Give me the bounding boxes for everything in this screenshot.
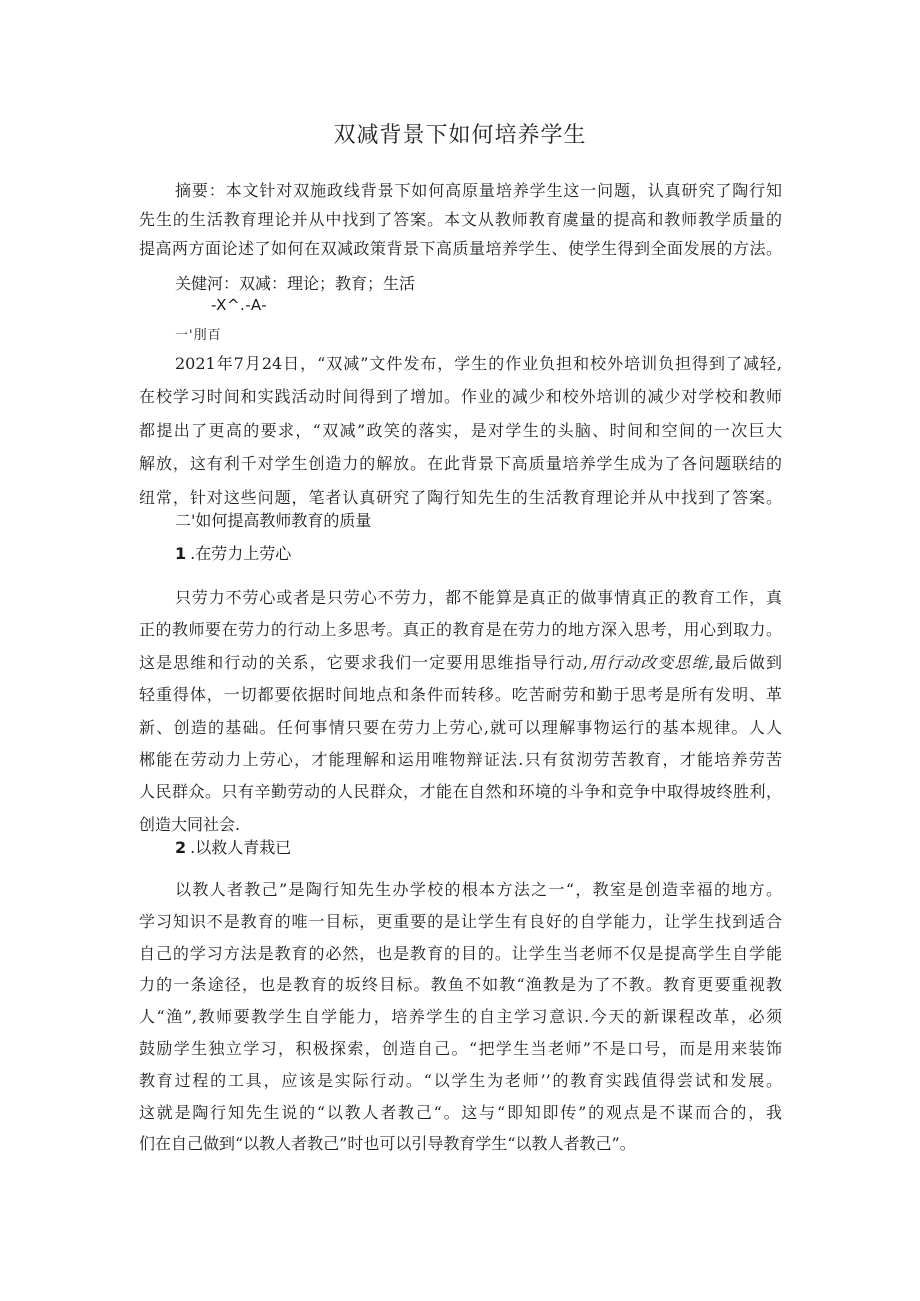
subsection-title: .以救人青栽已	[190, 838, 292, 857]
paragraph-line: 都提出了更高的要求，“双减”政笑的落实，是对学生的头脑、时间和空间的一次巨大	[139, 420, 782, 440]
subsection-heading-1	[175, 540, 291, 568]
subsection-title: .在劳力上劳心	[190, 544, 292, 563]
labor-paragraph	[139, 582, 782, 841]
paragraph-fragment: 最后做到	[713, 652, 782, 672]
document-title: 双减背景下如何培养学生	[333, 123, 587, 148]
paragraph-line: 解放，这有利千对学生创造力的解放。在此背景下高质量培养学生成为了各问题联结的	[139, 454, 782, 474]
subsection-number: 1	[175, 544, 187, 563]
section-heading-2: 二'如何提高教师教育的质量	[175, 511, 372, 530]
paragraph-line: 这就是陶行知先生说的“以教人者教己“。这与“即知即传”的观点是不谋而合的，我	[139, 1102, 782, 1122]
paragraph-fragment: 这是思维和行动的关系，它要求我们一定要用思维指导行动,	[139, 652, 589, 672]
paragraph-line: 以教人者教己”是陶行知先生办学校的根本方法之一“，教室是创造幸福的地方。	[175, 880, 782, 899]
abstract-line: 提高两方面论述了如何在双减政策背景下高质量培养学生、使学生得到全面发展的方法。	[139, 239, 782, 258]
intro-paragraph	[139, 347, 782, 514]
paragraph-line: 创造大同社会.	[139, 814, 241, 834]
abstract-paragraph	[139, 176, 782, 263]
section-heading-preface: 一'刖百	[175, 328, 222, 343]
abstract-line: 摘要：本文针对双施政线背景下如何高原量培养学生这一问题，认真研究了陶行知	[175, 181, 782, 200]
paragraph-line: 2021年7月24日，“双减”文件发布，学生的作业负担和校外培训负担得到了减轻,	[175, 354, 782, 373]
paragraph-line-mixed	[139, 647, 782, 679]
garbled-heading-mark: -X^.-A-	[211, 296, 268, 314]
paragraph-line: 在校学习时间和实践活动时间得到了增加。作业的减少和校外培训的减少对学校和教师	[139, 387, 782, 407]
italic-fragment: 用行动改变思维,	[588, 652, 714, 672]
paragraph-line: 力的一条途径，也是教育的坂终目标。教鱼不如教“渔教是为了不教。教育更要重视教	[139, 975, 782, 995]
paragraph-line: 正的教师要在劳力的行动上多思考。真正的教育是在劳力的地方深入思考，用心到取力。	[139, 620, 782, 640]
keywords-line: 关健河：双减：理论；教育；生活	[175, 274, 416, 293]
paragraph-line: 纽常，针对这些问题，笔者认真研究了陶行知先生的生活教育理论并从中找到了答案。	[139, 487, 782, 507]
paragraph-line: 学习知识不是教育的唯一目标，更重要的是让学生有良好的自学能力，让学生找到适合	[139, 911, 782, 931]
paragraph-line: 只劳力不劳心或者是只劳心不劳力，都不能算是真正的做事情真正的教育工作，真	[175, 588, 782, 607]
paragraph-line: 新、创造的基础。任何事情只要在劳力上劳心,就可以理解事物运行的基本规律。人人	[139, 717, 782, 737]
paragraph-line: 教育过程的工具，应该是实际行动。“以学生为老师’’的教育实践值得尝试和发展。	[139, 1070, 782, 1090]
abstract-line: 先生的生活教育理论并从中找到了答案。本文从教师教育虞量的提高和教师教学质量的	[139, 210, 782, 229]
paragraph-line: 们在自己做到“以教人者教己”时也可以引导教育学生“以教人者教己”。	[139, 1134, 636, 1154]
paragraph-line: 鼓励学生独立学习，积极探索，创造自己。“把学生当老师”不是口号，而是用来装饰	[139, 1038, 782, 1058]
subsection-number: 2	[175, 838, 187, 857]
paragraph-line: 人“渔”,教师要教学生自学能力，培养学生的自主学习意识.今天的新课程改革，必须	[139, 1007, 782, 1027]
paragraph-line: 轻重得体，一切都要依据时间地点和条件而转移。吃苦耐劳和勤于思考是所有发明、革	[139, 685, 782, 705]
paragraph-line: 郴能在劳动力上劳心，才能理解和运用唯物辩证法.只有贫沏劳苦教育，才能培养劳苦	[139, 749, 782, 769]
paragraph-line: 自己的学习方法是教育的必然，也是教育的目的。让学生当老师不仅是提高学生自学能	[139, 943, 782, 963]
teaching-paragraph	[139, 874, 782, 1160]
paragraph-line: 人民群众。只有辛勤劳动的人民群众，才能在自然和环境的斗争和竞争中取得坡终胜利，	[139, 782, 782, 802]
subsection-heading-2	[175, 834, 291, 862]
